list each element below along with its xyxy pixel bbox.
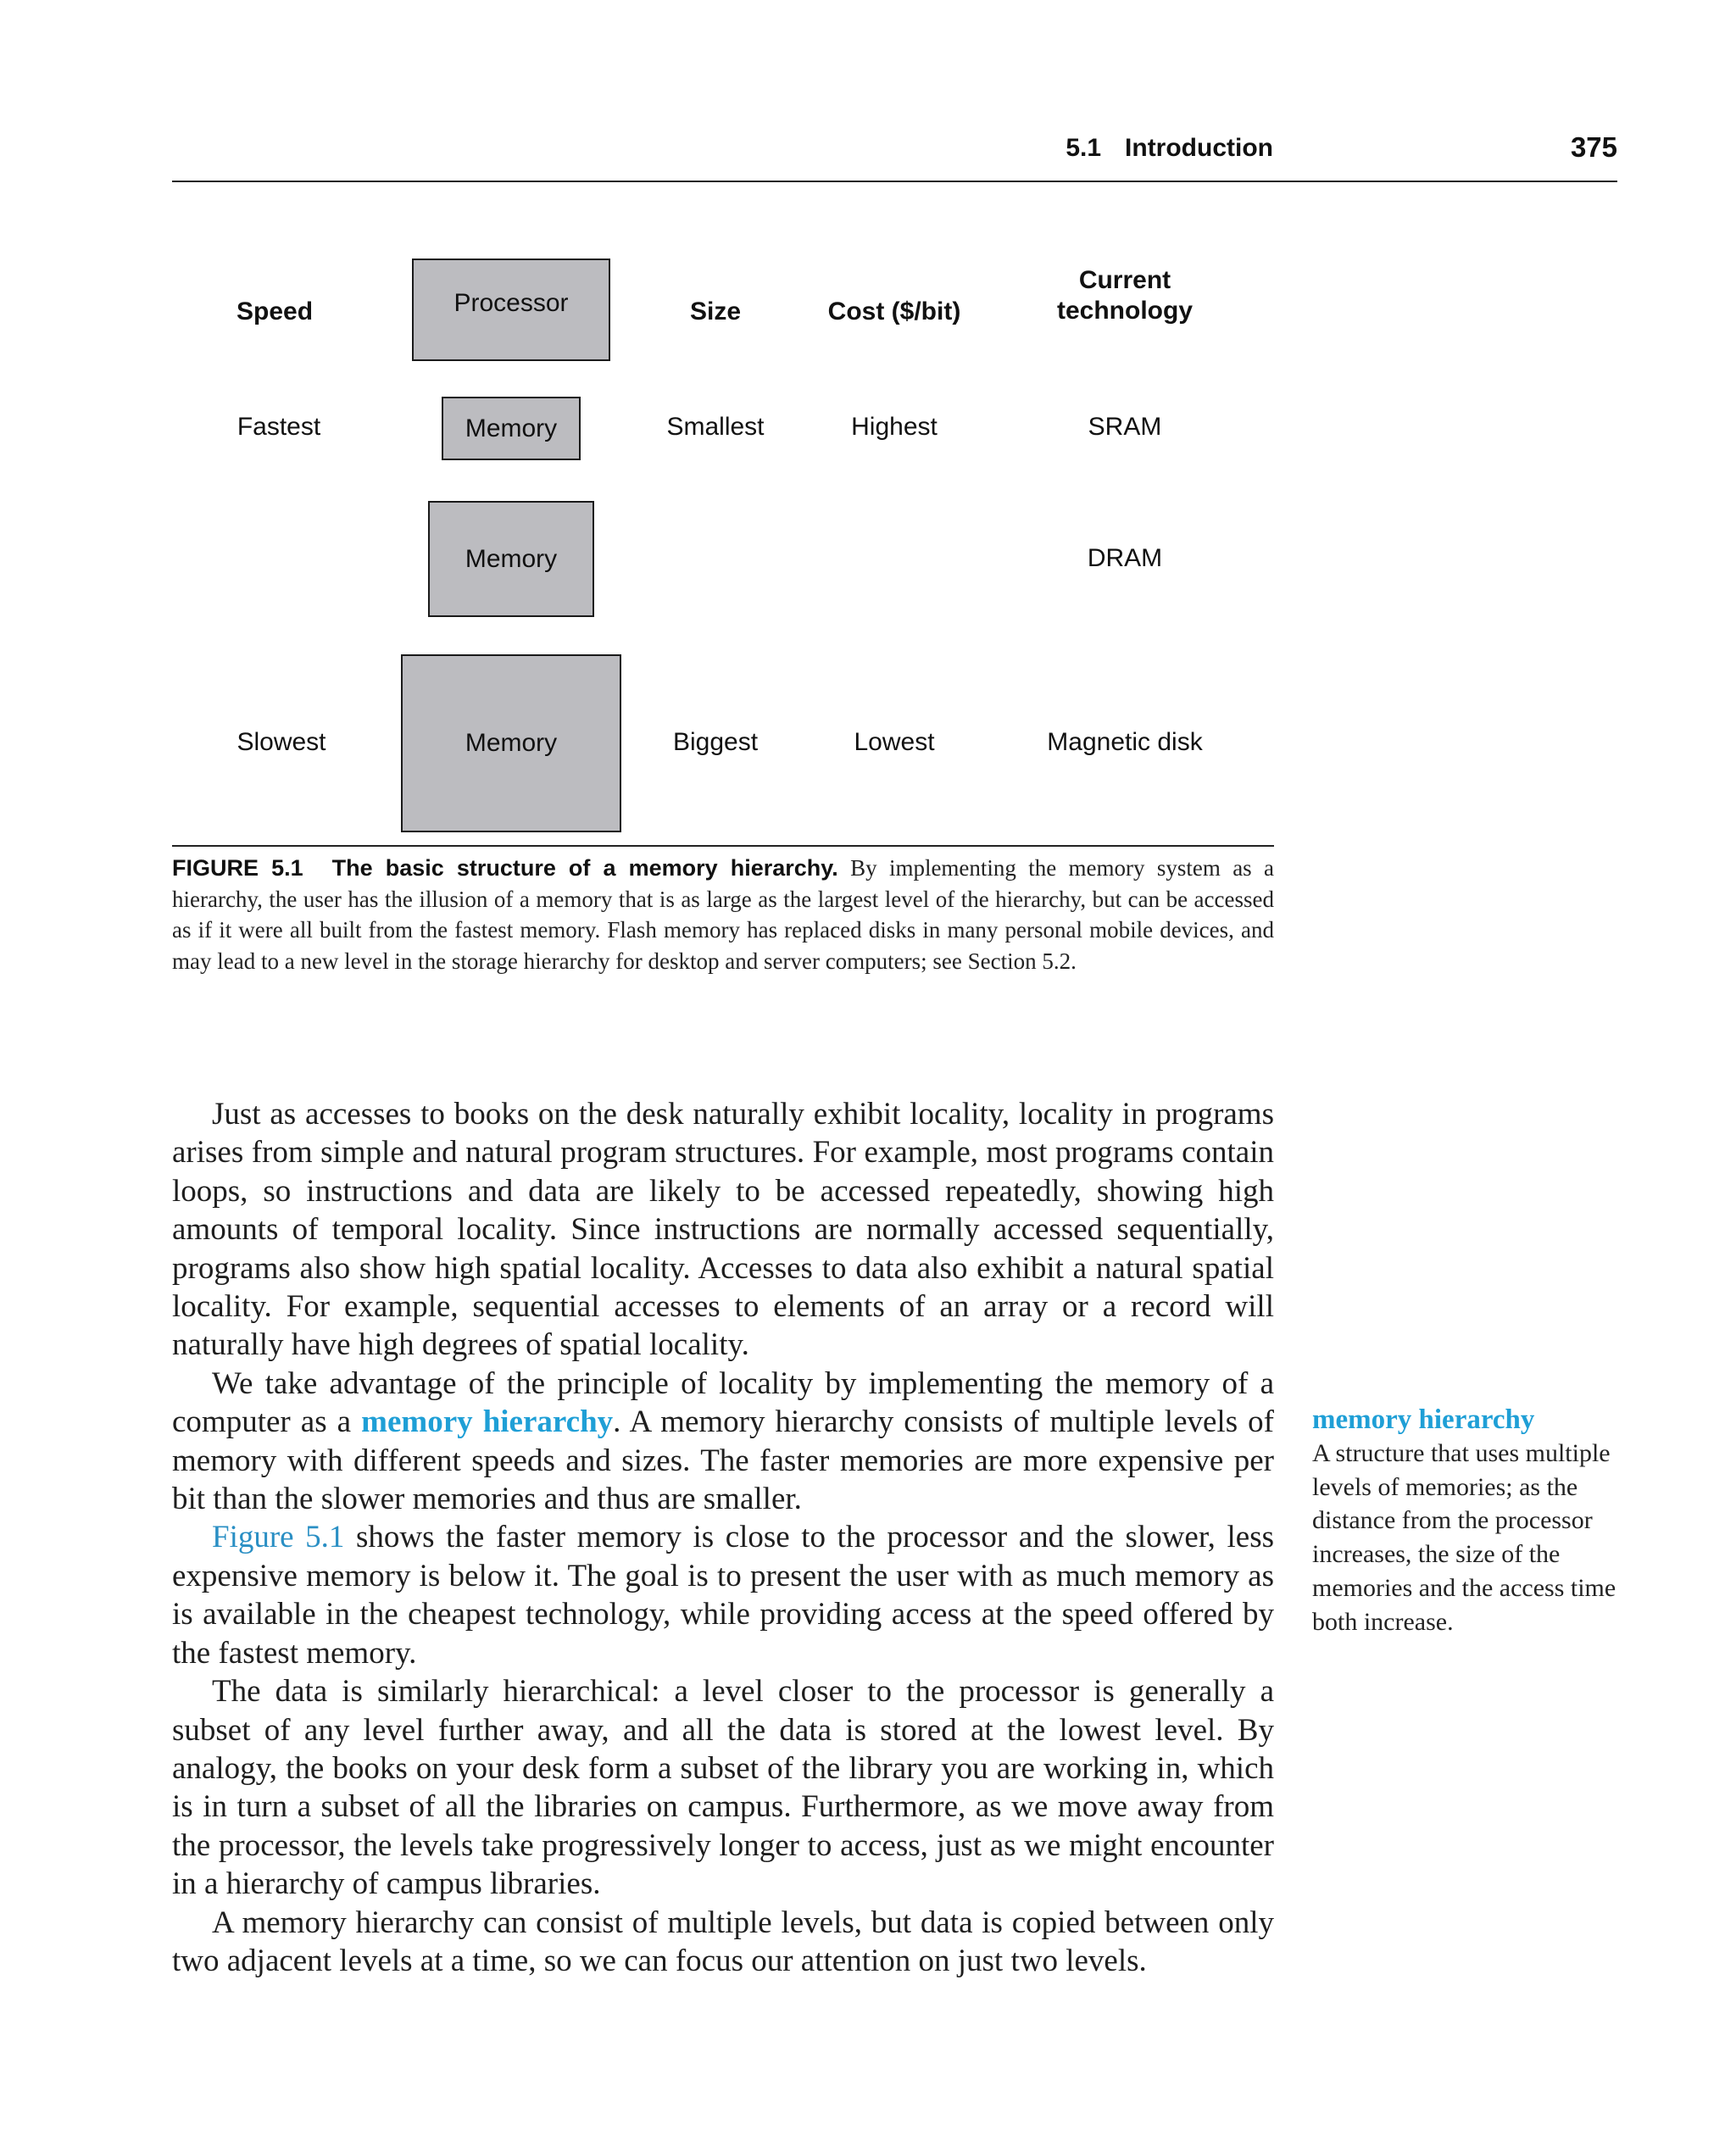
header-cost: Cost ($/bit) — [827, 298, 961, 325]
paragraph-2 — [172, 1365, 1274, 1519]
paragraph-4: The data is similarly hierarchical: a level closer to the processor is generally a subset of any level further away, and all the data is stored at the lowest level. By analogy, the books on your desk form a subset of the library you are working in, which is in turn a subset of all the libraries on campus. Furthermore, as we move away from the processor, the levels take progressively longer to access, just as we might encounter in a hierarchy of campus libraries. — [172, 1674, 1274, 1902]
memory-label-level1: Memory — [465, 414, 558, 442]
margin-glossary — [1312, 1403, 1617, 1638]
paragraph-2-start: We take advantage of the principle of locality by implementing the memory of a computer as a — [172, 1365, 1274, 1440]
paragraph-3 — [172, 1518, 1274, 1672]
level1-technology: SRAM — [1088, 413, 1162, 441]
level1-speed: Fastest — [236, 413, 321, 441]
level3-speed: Slowest — [236, 728, 326, 756]
body-text — [172, 1095, 1274, 1980]
header-technology-line2: technology — [1056, 297, 1194, 325]
memory-hierarchy-term: memory hierarchy — [361, 1404, 614, 1440]
figure-rule — [172, 845, 1274, 847]
memory-label-level3: Memory — [465, 729, 558, 757]
level2-technology: DRAM — [1087, 544, 1163, 572]
paragraph-2-end: . A memory hierarchy consists of multiple levels of memory with different speeds and sizes. The faster memories are more expensive per bit than the slower memories and thus are smaller. — [172, 1404, 1274, 1517]
glossary-term: memory hierarchy — [1312, 1404, 1535, 1435]
level3-size: Biggest — [672, 728, 759, 756]
paragraph-1: Just as accesses to books on the desk naturally exhibit locality, locality in programs arises from simple and natural program structures. For example, most programs contain loops, so instructions and data are likely to be accessed repeatedly, showing high amounts of temporal locality. Since instructions are normally accessed sequentially, programs also show high spatial locality. Accesses to data also exhibit a natural spatial locality. For example, sequential accesses to elements of an array or a record will naturally have high degrees of spatial locality. — [172, 1097, 1274, 1363]
header-technology-line1: Current — [1078, 266, 1171, 294]
level3-technology: Magnetic disk — [1047, 728, 1203, 756]
figure-title: The basic structure of a memory hierarchy. — [331, 855, 838, 881]
processor-box — [412, 259, 610, 361]
memory-box-level3 — [401, 654, 621, 832]
level3-cost: Lowest — [854, 728, 935, 756]
level1-size: Smallest — [666, 413, 765, 441]
running-header — [0, 0, 1736, 186]
figure-number: FIGURE 5.1 — [172, 855, 303, 881]
paragraph-5: A memory hierarchy can consist of multiple levels, but data is copied between only two adjacent levels at a time, so we can focus our attention on just two levels. — [172, 1905, 1274, 1978]
section-reference — [1066, 134, 1273, 163]
figure-caption — [172, 853, 1274, 976]
header-speed: Speed — [236, 298, 314, 325]
memory-box-level2 — [428, 501, 594, 617]
page-number: 375 — [1570, 131, 1617, 163]
caption-text: By implementing the memory system as a hierarchy, the user has the illusion of a memory that is as large as the largest level of the hierarchy, but can be accessed as if it were all built from the fastest memory. Flash memory has replaced disks in many personal mobile devices, and may lead to a new level in the storage hierarchy for desktop and server computers; see Section 5.2. — [172, 855, 1274, 974]
processor-label: Processor — [453, 289, 569, 317]
header-technology — [1057, 265, 1193, 326]
section-number: 5.1 — [1066, 134, 1102, 162]
header-size: Size — [689, 298, 742, 325]
level1-cost: Highest — [851, 413, 938, 441]
memory-label-level2: Memory — [465, 544, 558, 573]
memory-hierarchy-figure — [172, 237, 1274, 856]
figure-5-1-link[interactable]: Figure 5.1 — [212, 1520, 345, 1555]
paragraph-3-text: shows the faster memory is close to the processor and the slower, less expensive memory is below it. The goal is to present the user with as much memory as is available in the cheapest technology, while providing access at the speed offered by the fastest memory. — [172, 1520, 1274, 1671]
memory-box-level1 — [442, 397, 581, 460]
section-title: Introduction — [1125, 134, 1273, 162]
header-rule — [172, 181, 1617, 182]
glossary-definition: A structure that uses multiple levels of memories; as the distance from the processor increases, the size of the memories and the access time both increase. — [1312, 1439, 1616, 1636]
